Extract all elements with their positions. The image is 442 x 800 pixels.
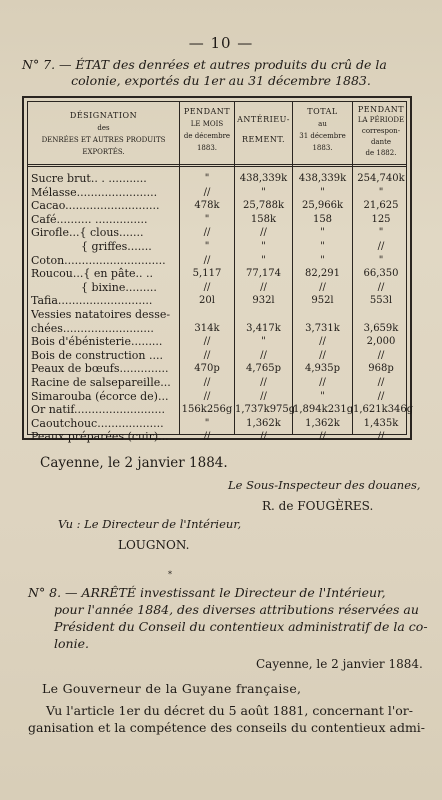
cell-c3: 1,362k	[305, 417, 340, 429]
cell-c2: 438,339k	[239, 173, 288, 184]
cell-c1: "	[204, 173, 210, 184]
row-label: Cacao...........................	[31, 199, 160, 213]
table-row	[28, 226, 406, 240]
approval-line: Vu : Le Directeur de l'Intérieur,	[58, 517, 242, 531]
row-label: Simarouba (écorce de)...	[31, 389, 169, 403]
approver-name: LOUGNON.	[118, 538, 190, 552]
table-row	[28, 390, 406, 404]
table-row	[28, 417, 406, 431]
cell-c3: 1,894k231g	[293, 404, 354, 416]
row-label: Bois de construction ....	[31, 348, 163, 362]
cell-c1: 20l	[199, 295, 215, 307]
cell-c2: 25,788k	[242, 200, 285, 212]
cell-c3: "	[320, 390, 325, 402]
row-label: Café.......... ...............	[31, 212, 148, 226]
cell-c3: //	[319, 431, 326, 443]
row-label: Racine de salsepareille...	[31, 376, 171, 389]
cell-c4: 1,435k	[363, 417, 399, 429]
cell-c4: 254,740k	[357, 173, 405, 184]
row-label: Mélasse.......................	[31, 185, 158, 199]
row-label: Coton.............................	[31, 253, 166, 267]
cell-c2: "	[261, 336, 266, 348]
cell-c4: 1,621k346g	[353, 404, 414, 416]
cell-c1: 470p	[194, 363, 220, 375]
row-label: chées..........................	[31, 321, 154, 335]
cell-c1: //	[203, 281, 211, 293]
table-title-line2: colonie, exportés du 1er au 31 décembre 1883.	[71, 73, 371, 88]
row-label: Vessies natatoires desse-	[31, 308, 171, 321]
signatory-name: R. de FOUGÈRES.	[262, 499, 374, 513]
cell-c4: //	[377, 390, 385, 402]
cell-c2: //	[260, 349, 267, 361]
cell-c3: 438,339k	[298, 173, 347, 184]
table-row	[28, 172, 406, 186]
cell-c4: "	[378, 254, 384, 266]
table-title-line1: N° 7. — ÉTAT des denrées et autres produits du crû de la	[22, 57, 387, 72]
table-row	[28, 240, 406, 254]
row-label: Peaux de bœufs..............	[31, 362, 169, 376]
decree-body: Vu l'article 1er du décret du 5 août 1881, concernant l'or- ganisation et la compétence des conseils du contentieux admi-	[28, 703, 426, 735]
cell-c4: //	[377, 281, 385, 293]
cell-c2: //	[260, 431, 267, 443]
cell-c3: //	[319, 349, 326, 361]
cell-c2: //	[260, 377, 267, 388]
cell-c3: //	[319, 281, 326, 293]
cell-c1: //	[203, 390, 211, 402]
cell-c1: 156k256g	[181, 404, 233, 416]
row-label: Sucre brut.. . ...........	[31, 172, 147, 185]
cell-c3: "	[320, 241, 325, 252]
cell-c3: 25,966k	[301, 200, 344, 212]
table-inner	[27, 101, 414, 444]
cell-c4: 66,350	[363, 268, 399, 280]
cell-c1: //	[203, 431, 211, 443]
cell-c4: "	[378, 227, 384, 239]
cell-c2: //	[260, 281, 267, 293]
cell-c4: 21,625	[363, 200, 399, 212]
cell-c2: 158k	[250, 213, 277, 225]
cell-c4: 553l	[369, 295, 393, 307]
header-month: PENDANT LE MOIS de décembre 1883.	[183, 107, 231, 152]
cell-c4: //	[377, 241, 385, 252]
table-row	[28, 322, 406, 336]
cell-c2: //	[260, 227, 267, 239]
header-period-1882: PENDANT LA PÉRIODE correspon- dante de 1882.	[357, 105, 405, 157]
cell-c2: 77,174	[246, 268, 281, 280]
row-label: Tafia...........................	[31, 294, 153, 308]
table-row	[28, 362, 406, 376]
table-row	[28, 335, 406, 349]
table-row	[28, 213, 406, 227]
table-row	[28, 376, 406, 390]
row-label: { bixine.........	[81, 280, 157, 294]
separator-mark: *	[168, 570, 172, 579]
header-designation: DÉSIGNATION des DENRÉES ET AUTRES PRODUITS EXPORTÉS.	[41, 111, 166, 156]
cell-c1: "	[204, 417, 210, 429]
cell-c3: 3,731k	[305, 322, 340, 334]
cell-c4: 3,659k	[363, 322, 399, 334]
header-total: TOTAL au 31 décembre 1883.	[299, 107, 346, 152]
cell-c2: //	[260, 390, 267, 402]
cell-c2: 1,362k	[246, 417, 281, 429]
row-label: Peaux préparées (cuir)...	[31, 430, 169, 444]
cell-c3: "	[320, 186, 325, 198]
row-label: Roucou...{ en pâte.. ..	[31, 267, 153, 281]
cell-c3: "	[320, 227, 325, 239]
cell-c4: //	[377, 377, 385, 388]
row-label: Girofle...{ clous.......	[31, 226, 144, 240]
cell-c2: "	[261, 241, 266, 252]
cell-c1: //	[203, 349, 211, 361]
table-row	[28, 254, 406, 268]
cell-c2: 932l	[252, 295, 275, 307]
row-label: Caoutchouc...................	[31, 416, 164, 430]
table-row	[28, 294, 406, 308]
table-row	[28, 186, 406, 200]
row-label: { griffes.......	[81, 240, 152, 253]
row-label: Bois d'ébénisterie.........	[31, 335, 163, 349]
table-row	[28, 281, 406, 295]
cell-c2: "	[261, 254, 266, 266]
cell-c3: 82,291	[305, 268, 340, 280]
signatory-role: Le Sous-Inspecteur des douanes,	[228, 478, 421, 492]
cell-c1: 478k	[194, 200, 220, 212]
decree-governor: Le Gouverneur de la Guyane française,	[42, 681, 302, 696]
table-row	[28, 199, 406, 213]
cell-c3: 952l	[311, 295, 334, 307]
cell-c1: 5,117	[192, 268, 222, 280]
decree-heading: N° 8. — ARRÊTÉ investissant le Directeur de l'Intérieur, pour l'année 1884, des diverses attributions réservées au Président du Conseil du contentieux administratif de la co- lonie.	[28, 585, 428, 651]
cell-c3: 4,935p	[304, 363, 341, 375]
table-row	[28, 403, 414, 417]
cell-c2: "	[261, 186, 266, 198]
cell-c4: "	[378, 186, 384, 198]
cell-c1: //	[203, 254, 211, 266]
cell-c1: "	[204, 213, 210, 225]
decree-date: Cayenne, le 2 janvier 1884.	[256, 657, 423, 671]
cell-c1: "	[204, 241, 210, 252]
cell-c1: //	[203, 227, 211, 239]
cell-c1: //	[203, 186, 211, 198]
cell-c1: //	[203, 377, 211, 388]
table-row	[28, 430, 406, 444]
cell-c3: //	[319, 377, 326, 388]
cell-c4: 2,000	[366, 336, 396, 348]
table-row	[28, 349, 406, 363]
cell-c2: 3,417k	[246, 322, 281, 334]
page-number: — 10 —	[188, 34, 254, 52]
cell-c3: 158	[312, 213, 333, 225]
cell-c4: 968p	[368, 363, 394, 375]
row-label: Or natif..........................	[31, 403, 165, 417]
cell-c4: //	[377, 431, 385, 443]
cell-c2: 1,737k975g	[235, 404, 296, 416]
cell-c1: 314k	[194, 322, 220, 334]
report-date: Cayenne, le 2 janvier 1884.	[40, 455, 228, 471]
header-previous: ANTÉRIEU- REMENT.	[237, 115, 290, 144]
cell-c3: //	[319, 336, 326, 348]
table-row	[28, 267, 406, 281]
cell-c1: //	[203, 336, 211, 348]
export-table	[22, 96, 414, 444]
table-row	[28, 308, 406, 322]
cell-c2: 4,765p	[245, 363, 282, 375]
cell-c4: //	[377, 349, 385, 361]
cell-c3: "	[320, 254, 325, 266]
cell-c4: 125	[371, 213, 391, 225]
